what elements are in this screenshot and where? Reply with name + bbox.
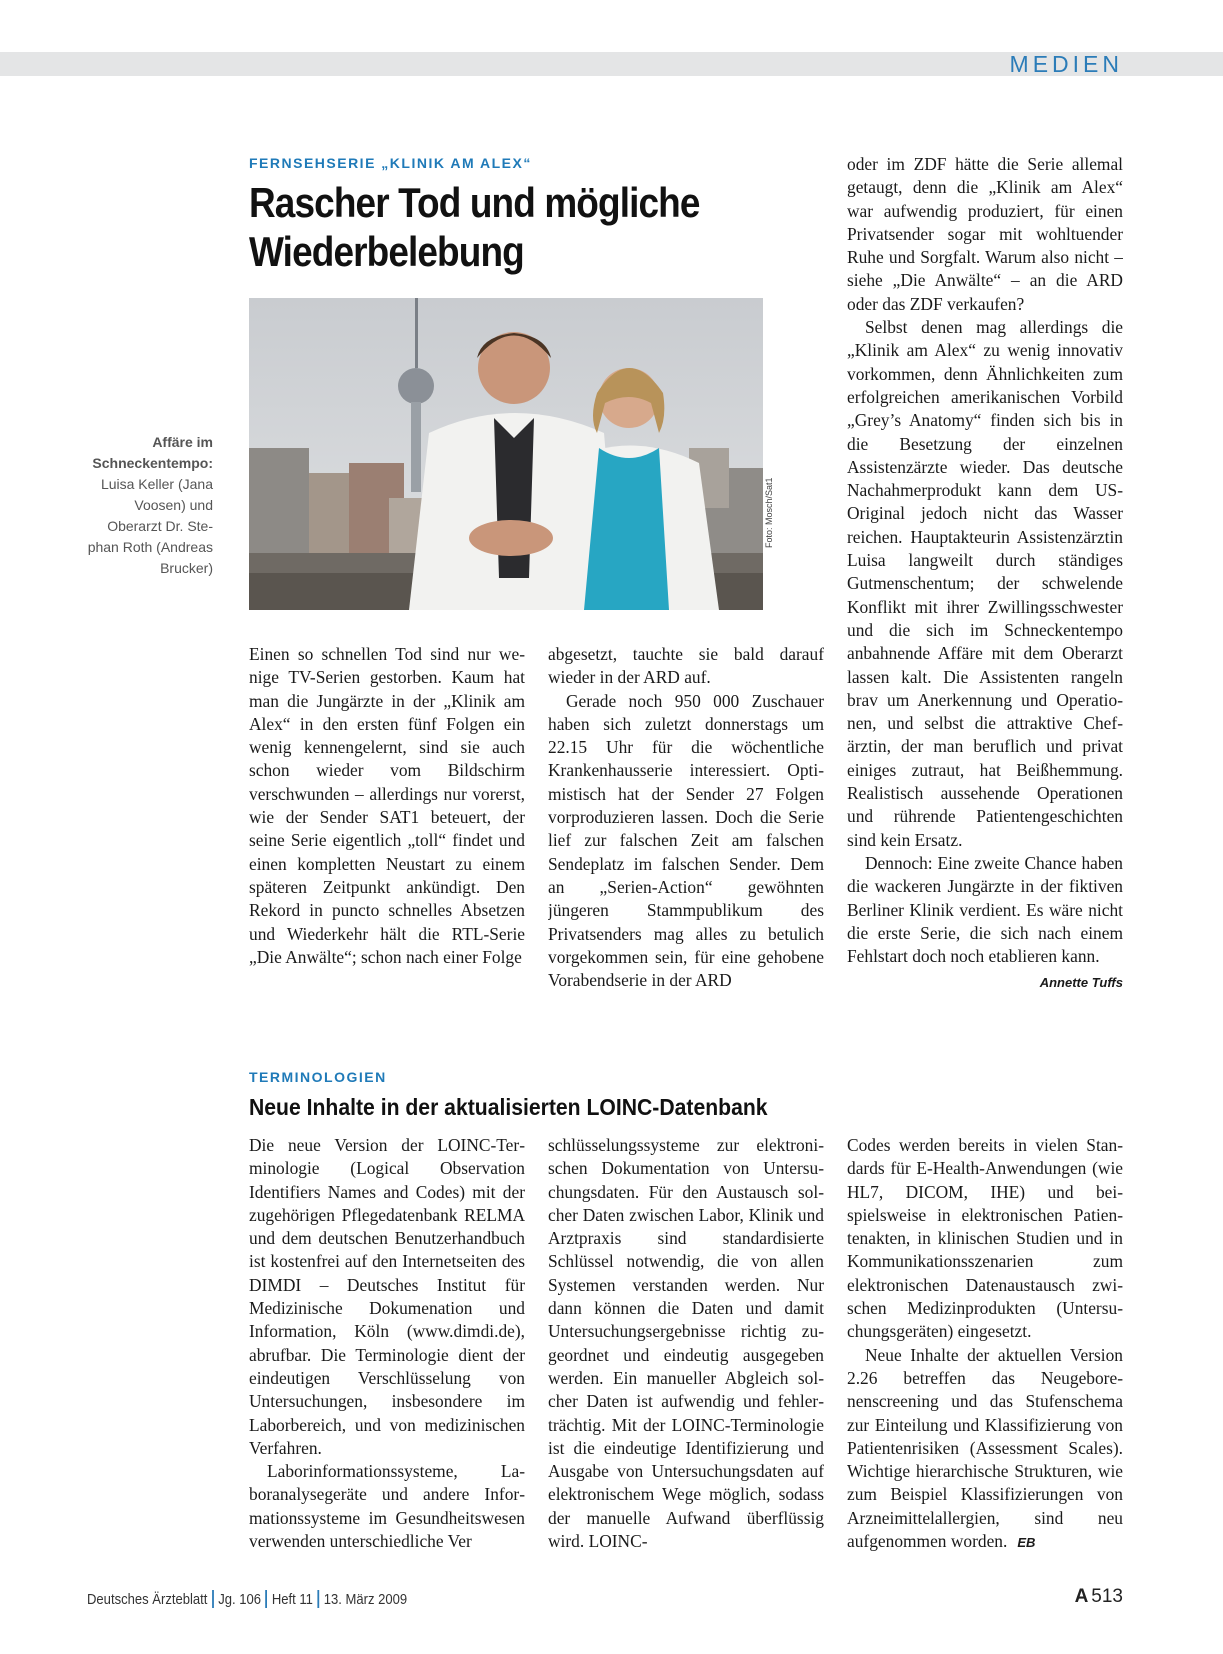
caption-line-3: Oberarzt Dr. Ste- bbox=[107, 518, 213, 534]
caption-line-5: Brucker) bbox=[160, 560, 213, 576]
footer-separator bbox=[317, 1590, 319, 1608]
paragraph: oder im ZDF hätte die Serie allemal getaugt, denn die „Klinik am Alex“ war aufwendig produziert, für einen Privatsender sogar mit wohltuender Ruhe und Sorgfalt. Warum also nicht – siehe „Die Anwälte“ – an die ARD oder das ZDF verkaufen? bbox=[847, 154, 1123, 314]
caption-line-1: Luisa Keller (Jana bbox=[100, 476, 213, 492]
paragraph: abgesetzt, tauchte sie bald darauf wieder in der ARD auf. bbox=[548, 644, 824, 688]
article2-column-3 bbox=[847, 1134, 1123, 1554]
article-photo bbox=[249, 298, 763, 610]
paragraph-text: Dennoch: Eine zweite Chance haben die wackeren Jungärzte in der fiktiven Berliner Klinik verdient. Es wäre nicht die erste Serie, die sich nach einem Fehlstart doch noch etablieren kann. bbox=[847, 852, 1123, 967]
paragraph: Einen so schnellen Tod sind nur wenige TV-Serien gestorben. Kaum hat man die Jungärzte in der „Klinik am Alex“ in den ersten fünf Folgen ein wenig kennengelernt, sind sie auch schon wieder vom Bildschirm verschwunden – allerdings nur vorerst, wie der Sender SAT1 beteuert, der seine Serie eigentlich „toll“ findet und einen kompletten Neustart zu einem späteren Zeitpunkt ankündigt. Den Rekord in puncto schnelles Absetzen und Wiederkehr hält die RTL-Serie „Die Anwälte“; schon nach einer Folge bbox=[249, 644, 525, 967]
section-label: MEDIEN bbox=[1009, 51, 1123, 77]
journal-volume: Jg. 106 bbox=[218, 1592, 262, 1608]
article1-kicker: FERNSEHSERIE „KLINIK AM ALEX“ bbox=[249, 155, 532, 171]
article1-headline bbox=[249, 178, 777, 276]
footer-separator bbox=[266, 1590, 268, 1608]
photo-credit: Foto: Mosch/Sat1 bbox=[764, 477, 774, 548]
article2-kicker: TERMINOLOGIEN bbox=[249, 1069, 387, 1085]
page-prefix: A bbox=[1074, 1586, 1089, 1607]
footer-separator bbox=[212, 1590, 214, 1608]
article1-column-3 bbox=[847, 153, 1123, 1003]
paragraph: Codes werden bereits in vielen Standards für E-Health-Anwendungen (wie HL7, DICOM, IHE) und beispielsweise in elektronischen Patientenakten, in klinischen Studien und in Kommunikationsszenarien zum elektronischen Datenaustausch zwischen Medizinprodukten (Untersuchungsgeräten) eingesetzt. bbox=[847, 1135, 1123, 1342]
paragraph bbox=[847, 1344, 1123, 1554]
article2-headline: Neue Inhalte in der aktualisierten LOINC-Datenbank bbox=[249, 1094, 768, 1120]
caption-bold-1: Affäre im bbox=[152, 434, 213, 450]
author-initials: EB bbox=[1017, 1535, 1036, 1551]
paragraph bbox=[847, 852, 1123, 991]
headline-line-2: Wiederbelebung bbox=[249, 228, 524, 275]
article2-column-1 bbox=[249, 1134, 525, 1554]
paragraph: Gerade noch 950 000 Zuschauer haben sich zuletzt donnerstags um 22.15 Uhr für die wöchentliche Krankenhausserie interessiert. Optimistisch hat der Sender 27 Folgen vorproduzieren lassen. Doch die Serie lief zur falschen Zeit am falschen Sendeplatz im falschen Sender. Dem an „Serien-Action“ gewöhnten jüngeren Stammpublikum des Privatsenders mag alles zu betulich vorgekommen sein, für eine gehobene Vorabendserie in der ARD bbox=[548, 690, 824, 991]
article2-column-2 bbox=[548, 1134, 824, 1554]
paragraph: Die neue Version der LOINC-Terminologie (Logical Observation Identifiers Names and Codes) mit der zugehörigen Pflegedatenbank RELMA und dem deutschen Benutzerhandbuch ist kostenfrei auf den Internetseiten des DIMDI – Deutsches Institut für Medizinische Dokumenation und Information, Köln (www.dimdi.de), abrufbar. Die Terminologie dient der eindeutigen Verschlüsselung von Untersuchungen, insbesondere im Laborbereich, und von medizinischen Verfahren. bbox=[249, 1135, 525, 1458]
caption-line-4: phan Roth (Andreas bbox=[87, 539, 213, 555]
headline-line-1: Rascher Tod und mögliche bbox=[249, 179, 700, 226]
photo-caption bbox=[63, 432, 213, 579]
journal-name: Deutsches Ärzteblatt bbox=[87, 1592, 208, 1608]
footer-citation bbox=[87, 1590, 407, 1608]
article1-column-1 bbox=[249, 643, 525, 1003]
paragraph: schlüsselungssysteme zur elektronischen Dokumentation von Untersuchungsdaten. Für den Austausch solcher Daten zwischen Labor, Klinik und Arztpraxis sind standardisierte Schlüssel notwendig, die von allen Systemen verstanden werden. Nur dann können die Daten und damit Untersuchungsergebnisse richtig zugeordnet und eindeutig ausgegeben werden. Ein manueller Abgleich solcher Daten ist aufwendig und fehlerträchtig. Mit der LOINC-Terminologie ist die eindeutige Identifizierung und Ausgabe von Untersuchungsdaten auf elektronischem Wege möglich, sodass der manuelle Aufwand überflüssig wird. LOINC- bbox=[548, 1135, 824, 1552]
page-number-value: 513 bbox=[1091, 1586, 1123, 1607]
photo-illustration bbox=[249, 298, 763, 610]
page-number bbox=[1075, 1586, 1123, 1608]
journal-date: 13. März 2009 bbox=[323, 1592, 408, 1608]
author: Annette Tuffs bbox=[1039, 975, 1123, 991]
paragraph: Laborinformationssysteme, Laboranalysegeräte und andere Informationssysteme im Gesundheitswesen verwenden unterschiedliche Ver bbox=[249, 1461, 525, 1552]
caption-bold-2: Schneckentempo: bbox=[92, 455, 213, 471]
paragraph-text: Neue Inhalte der aktuellen Version 2.26 betreffen das Neugeborenenscreening und das Stufenschema zur Einteilung und Klassifizierung von Patientenrisiken (Assessment Scales). Wichtige hierarchische Strukturen, wie zum Beispiel Klassifizierungen von Arzneimittelallergien, sind neu aufgenommen worden. bbox=[847, 1344, 1123, 1552]
paragraph: Selbst denen mag allerdings die „Klinik am Alex“ zu wenig innovativ vorkommen, denn Ähnlichkeiten zum erfolgreichen amerikanischen Vorbild „Grey’s Anatomy“ finden sich bis in die Besetzung der einzelnen Assistenzärzte wieder. Das deutsche Nachahmerprodukt kann dem US-Original jedoch nicht das Wasser reichen. Hauptakteurin Assistenzärztin Luisa langweilt durch ständiges Gutmenschentum; der schwelende Konflikt mit ihrer Zwillingsschwester und die sich im Schneckentempo anbahnende Affäre mit dem Oberarzt lassen kalt. Die Assistenten rangeln brav um Anerkennung und Operationen, und selbst die attraktive Chefärztin, der man beruflich und privat einiges zutraut, hat Beißhemmung. Realistisch aussehende Operationen und rührende Patientengeschichten sind kein Ersatz. bbox=[847, 317, 1123, 850]
article1-column-2 bbox=[548, 643, 824, 1003]
journal-issue: Heft 11 bbox=[271, 1592, 313, 1608]
caption-line-2: Voosen) und bbox=[134, 497, 213, 513]
